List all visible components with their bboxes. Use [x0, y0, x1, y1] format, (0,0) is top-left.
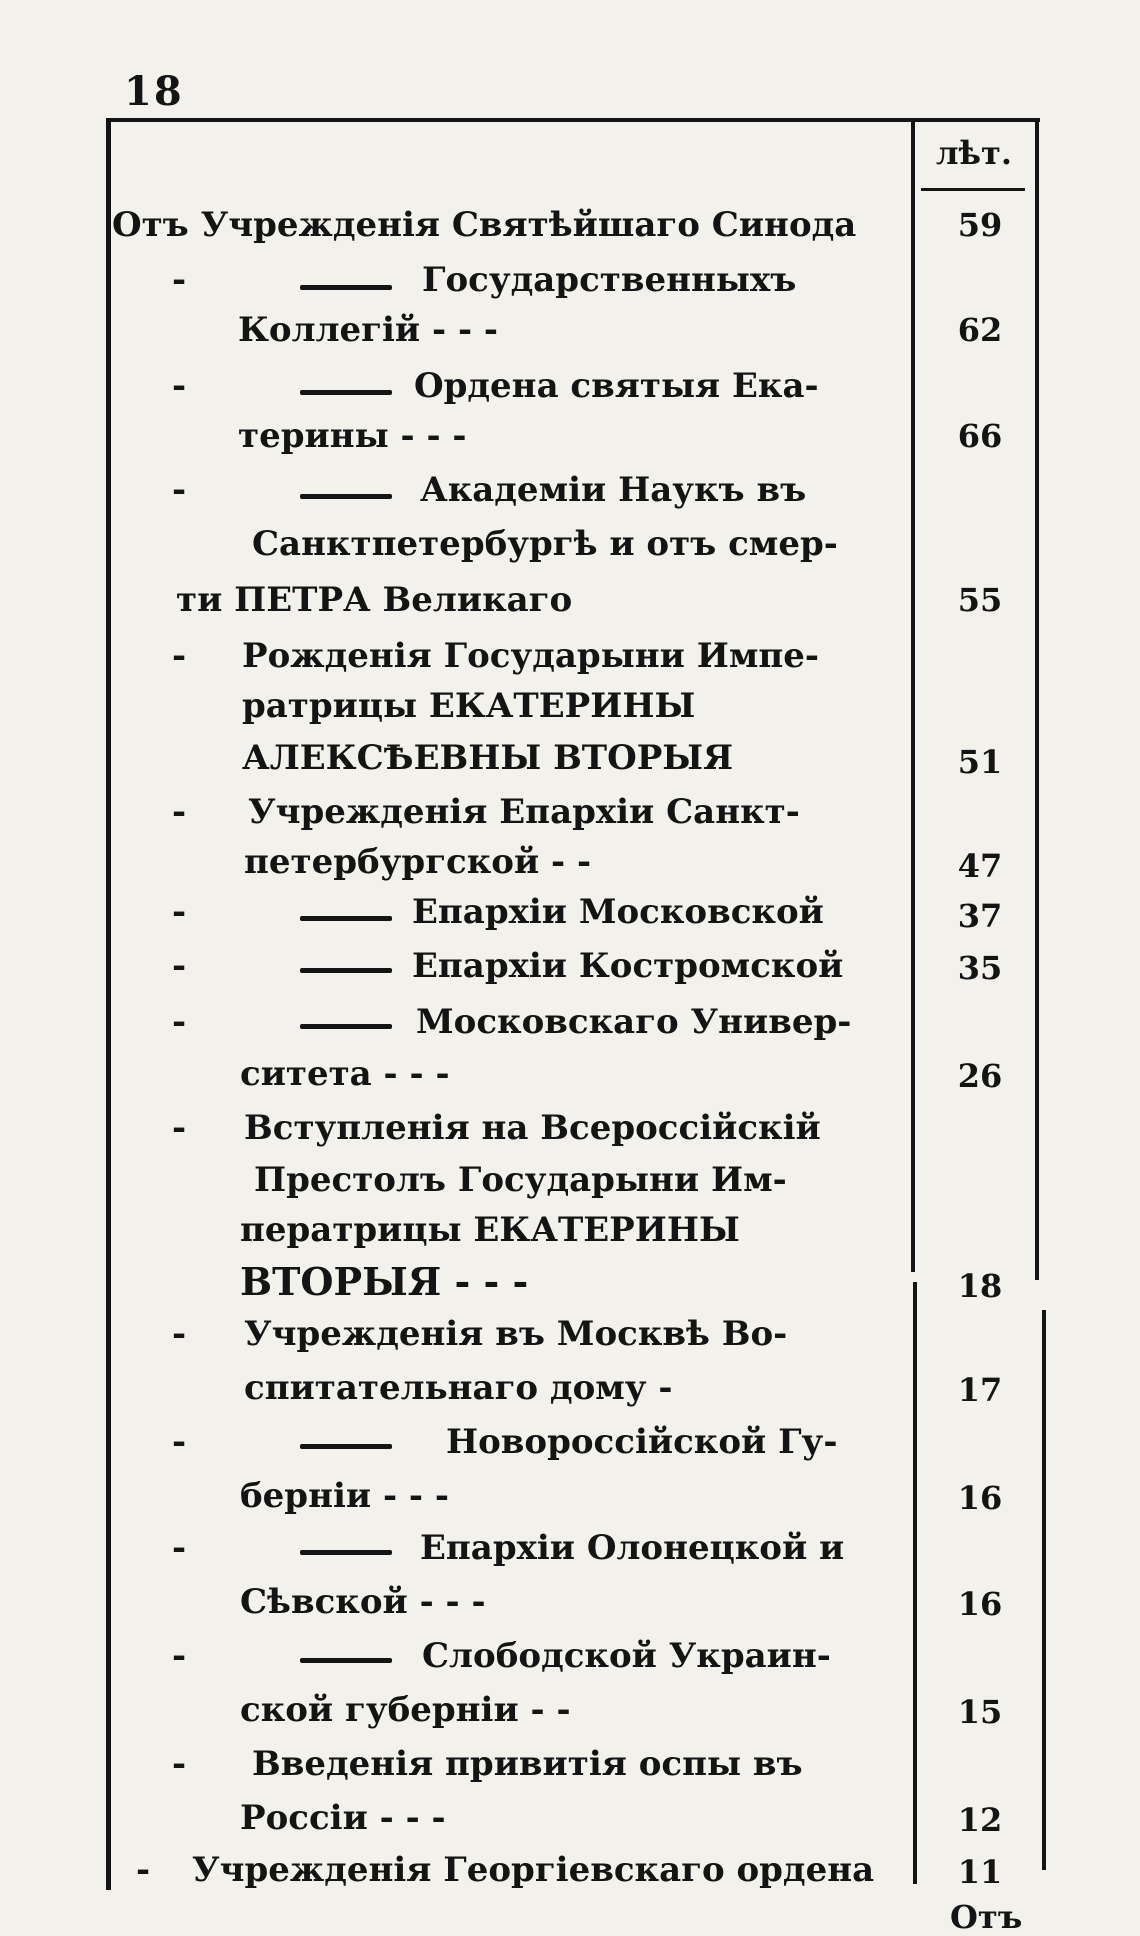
entry-text: Новороссійской Гу- — [446, 1422, 838, 1462]
entry-text: Отъ Учрежденія Святѣйшаго Синода — [112, 205, 857, 245]
entry-text: спитательнаго дому - — [244, 1368, 673, 1408]
ditto-dash — [300, 916, 392, 921]
entry-text: Учрежденія въ Москвѣ Во- — [244, 1314, 788, 1354]
entry-text: Введенія привитія оспы въ — [252, 1744, 803, 1784]
list-bullet: - — [172, 892, 187, 932]
list-bullet: - — [172, 366, 187, 406]
list-bullet: - — [172, 1528, 187, 1568]
entry-year: 17 — [957, 1371, 1003, 1409]
entry-text: ВТОРЫЯ - - - — [240, 1259, 529, 1304]
list-bullet: - — [172, 1422, 187, 1462]
entry-year: 16 — [957, 1585, 1003, 1623]
page-number: 18 — [124, 68, 184, 115]
entry-text: Россіи - - - — [240, 1798, 446, 1838]
entry-text: Московскаго Универ- — [416, 1002, 852, 1042]
ditto-dash — [300, 968, 392, 973]
column-header-underline — [921, 188, 1025, 191]
table-right-rule-lower — [1042, 1310, 1046, 1870]
column-header-years: лѣт. — [935, 134, 1013, 172]
entry-text: ператрицы ЕКАТЕРИНЫ — [240, 1210, 740, 1250]
entry-text: Престолъ Государыни Им- — [254, 1160, 787, 1200]
entry-year: 35 — [957, 949, 1003, 987]
table-left-rule — [106, 118, 111, 1890]
ditto-dash — [300, 1550, 392, 1555]
entry-text: Слободской Украин- — [422, 1636, 831, 1676]
entry-text: ти ПЕТРА Великаго — [176, 580, 573, 620]
entry-text: ской губерніи - - — [240, 1690, 571, 1730]
entry-text: петербургской - - — [244, 842, 592, 882]
entry-year: 55 — [957, 581, 1003, 619]
list-bullet: - — [172, 946, 187, 986]
entry-text: ратрицы ЕКАТЕРИНЫ — [242, 686, 696, 726]
entry-text: Вступленія на Всероссійскій — [244, 1108, 821, 1148]
ditto-dash — [300, 1658, 392, 1663]
list-bullet: - — [172, 1636, 187, 1676]
list-bullet: - — [172, 1314, 187, 1354]
entry-text: Епархіи Московской — [412, 892, 824, 932]
ditto-dash — [300, 285, 392, 290]
entry-text: берніи - - - — [240, 1476, 449, 1516]
entry-year: 62 — [957, 311, 1003, 349]
entry-year: 26 — [957, 1057, 1003, 1095]
list-bullet: - — [172, 470, 187, 510]
entry-text: Епархіи Олонецкой и — [420, 1528, 845, 1568]
list-bullet: - — [172, 260, 187, 300]
list-bullet: - — [136, 1850, 151, 1890]
entry-text: Епархіи Костромской — [412, 946, 844, 986]
list-bullet: - — [172, 636, 187, 676]
entry-year: 18 — [957, 1267, 1003, 1305]
table-right-rule-upper — [1035, 122, 1039, 1280]
ditto-dash — [300, 390, 392, 395]
column-divider-lower — [913, 1282, 917, 1884]
entry-text: Государственныхъ — [422, 260, 797, 300]
entry-year: 66 — [957, 417, 1003, 455]
entry-year: 51 — [957, 743, 1003, 781]
catchword: Отъ — [950, 1898, 1023, 1936]
entry-text: ситета - - - — [240, 1054, 450, 1094]
column-divider-upper — [911, 122, 915, 1272]
entry-text: Рожденія Государыни Импе- — [242, 636, 820, 676]
table-top-rule — [108, 118, 1040, 122]
entry-year: 16 — [957, 1479, 1003, 1517]
entry-year: 47 — [957, 847, 1003, 885]
entry-text: Учрежденія Георгіевскаго ордена — [192, 1850, 875, 1890]
ditto-dash — [300, 494, 392, 499]
entry-text: Коллегій - - - — [238, 310, 498, 350]
entry-text: Учрежденія Епархіи Санкт- — [248, 792, 800, 832]
entry-text: Сѣвской - - - — [240, 1582, 486, 1622]
entry-year: 37 — [957, 897, 1003, 935]
list-bullet: - — [172, 1002, 187, 1042]
entry-text: Академіи Наукъ въ — [420, 470, 807, 510]
entry-year: 12 — [957, 1801, 1003, 1839]
list-bullet: - — [172, 1744, 187, 1784]
entry-year: 11 — [957, 1853, 1003, 1891]
list-bullet: - — [172, 792, 187, 832]
ditto-dash — [300, 1444, 392, 1449]
entry-year: 59 — [957, 206, 1003, 244]
ditto-dash — [300, 1024, 392, 1029]
entry-text: Санктпетербургѣ и отъ смер- — [252, 524, 838, 564]
entry-year: 15 — [957, 1693, 1003, 1731]
entry-text: АЛЕКСѢЕВНЫ ВТОРЫЯ — [242, 738, 734, 778]
entry-text: Ордена святыя Ека- — [414, 366, 819, 406]
list-bullet: - — [172, 1108, 187, 1148]
entry-text: терины - - - — [238, 416, 467, 456]
